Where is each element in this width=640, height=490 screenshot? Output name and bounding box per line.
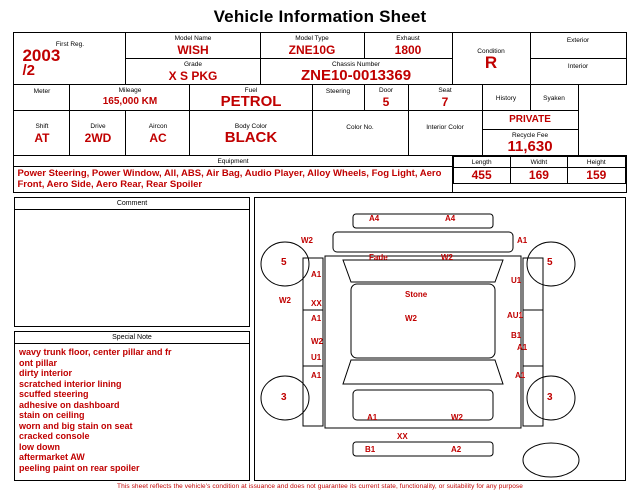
private-value: PRIVATE (483, 111, 578, 130)
chassis-number-value: ZNE10-0013369 (300, 67, 412, 84)
diagram-mark: A2 (451, 445, 462, 454)
first-reg-label: First Reg. (55, 40, 85, 48)
diagram-mark: A1 (311, 314, 322, 323)
list-item: wavy trunk floor, center pillar and fr (19, 347, 172, 357)
diagram-mark: Stone (405, 290, 428, 299)
exhaust-value: 1800 (394, 43, 422, 57)
mileage-label: Mileage (118, 87, 142, 94)
lower-section (14, 197, 626, 481)
diagram-mark: A1 (515, 371, 526, 380)
steering-label: Steering (325, 88, 351, 95)
grade-value: X S PKG (168, 69, 218, 83)
comment-text (15, 210, 249, 310)
list-item: scuffed steering (19, 389, 89, 399)
interior-color-label: Interior Color (426, 123, 464, 131)
diagram-mark: A1 (367, 413, 378, 422)
exhaust-cell (364, 33, 452, 59)
diagram-mark: W2 (311, 337, 323, 346)
interior-cell (530, 59, 626, 85)
length-label: Length (471, 159, 492, 166)
diagram-mark: 5 (547, 257, 553, 268)
dimensions-cell (452, 156, 626, 193)
diagram-mark: A1 (517, 343, 528, 352)
list-item: aftermarket AW (19, 452, 85, 462)
equipment-label: Equipment (14, 156, 451, 167)
model-name-label: Model Name (174, 35, 212, 42)
chassis-number-label: Chassis Number (331, 61, 381, 68)
interior-value (531, 71, 626, 82)
diagram-mark: XX (311, 299, 322, 308)
interior-label: Interior (567, 63, 589, 70)
exterior-cell (530, 33, 626, 59)
diagram-mark: W2 (279, 296, 291, 305)
recycle-fee-value: 11,630 (507, 138, 553, 155)
drive-value: 2WD (84, 130, 112, 145)
grade-cell (126, 59, 260, 85)
diagram-mark: U1 (311, 353, 322, 362)
body-color-cell (190, 111, 312, 156)
diagram-mark: 3 (547, 392, 553, 403)
history-label: History (495, 94, 517, 102)
list-item: dirty interior (19, 368, 73, 378)
shift-label: Shift (35, 122, 49, 130)
table-row (14, 33, 626, 59)
diagram-mark: W2 (405, 314, 417, 323)
spec-table (13, 32, 626, 193)
seat-value: 7 (441, 95, 449, 109)
list-item: low down (19, 441, 60, 452)
chassis-number-cell (260, 59, 452, 85)
diagram-mark: A1 (311, 270, 322, 279)
body-color-value: BLACK (224, 128, 278, 146)
list-item: adhesive on dashboard (19, 399, 120, 410)
page-title: Vehicle Information Sheet (213, 7, 427, 26)
syaken-label: Syaken (543, 94, 565, 102)
list-item: stain on ceiling (19, 410, 85, 420)
meter-value (14, 96, 69, 109)
door-label: Door (378, 87, 394, 94)
interior-color-value (409, 132, 482, 145)
footer-disclaimer: This sheet reflects the vehicle's condition at issuance and does not guarantee its current state, functionality, or suitability for any purpose (117, 483, 523, 490)
list-item: worn and big stain on seat (19, 420, 133, 431)
exhaust-label: Exhaust (396, 35, 420, 42)
condition-label: Condition (477, 48, 505, 55)
history-cell (482, 85, 530, 111)
grade-label: Grade (183, 61, 203, 68)
exterior-value (531, 45, 626, 56)
aircon-cell (126, 111, 190, 156)
fuel-label: Fuel (244, 87, 258, 94)
exterior-label: Exterior (566, 37, 590, 44)
diagram-mark: Fade (369, 253, 388, 262)
table-row (14, 156, 626, 193)
steering-value (313, 96, 364, 109)
fuel-value: PETROL (220, 93, 282, 110)
diagram-mark: A4 (445, 214, 456, 223)
left-column (14, 197, 250, 481)
model-type-cell (260, 33, 364, 59)
mileage-value: 165,000 KM (102, 96, 158, 107)
list-item: ont pillar (19, 357, 57, 368)
height-value: 159 (586, 168, 607, 182)
model-name-value: WISH (177, 43, 209, 57)
diagram-mark: W2 (451, 413, 463, 422)
steering-cell (312, 85, 364, 111)
comment-header: Comment (15, 198, 249, 210)
condition-value: R (484, 53, 498, 72)
seat-cell (408, 85, 482, 111)
shift-cell (14, 111, 70, 156)
comment-box (14, 197, 250, 327)
diagram-mark: A1 (311, 371, 322, 380)
drive-cell (70, 111, 126, 156)
special-note-box (14, 331, 250, 481)
meter-cell (14, 85, 70, 111)
color-no-cell (312, 111, 408, 156)
length-value: 455 (471, 168, 492, 182)
list-item: cracked console (19, 431, 90, 441)
meter-label: Meter (33, 88, 51, 95)
mileage-cell (70, 85, 190, 111)
equipment-value: Power Steering, Power Window, All, ABS, Air Bag, Audio Player, Alloy Wheels, Fog Light, Aero Front, Aero Side, Aero Rear, Rear Spoiler (17, 168, 442, 190)
interior-color-cell (408, 111, 482, 156)
diagram-mark: B1 (365, 445, 376, 454)
diagram-mark: AU1 (507, 311, 524, 320)
condition-cell (452, 33, 530, 85)
table-row (14, 111, 626, 156)
first-reg-month: /2 (22, 61, 35, 79)
shift-value: AT (34, 130, 50, 145)
seat-label: Seat (438, 87, 452, 94)
door-cell (364, 85, 408, 111)
width-label: Widht (530, 159, 548, 166)
vehicle-diagram (254, 197, 626, 481)
aircon-value: AC (149, 130, 167, 145)
equipment-cell (14, 156, 452, 193)
first-reg-year: 2003 (22, 45, 61, 65)
height-label: Height (586, 159, 606, 166)
width-value: 169 (528, 168, 549, 182)
door-value: 5 (382, 95, 390, 109)
diagram-mark: XX (397, 432, 408, 441)
special-note-header: Special Note (15, 332, 249, 344)
diagram-mark: A1 (517, 236, 528, 245)
aircon-label: Aircon (148, 122, 168, 130)
color-no-value (313, 132, 408, 145)
diagram-mark: A4 (369, 214, 380, 223)
syaken-cell (530, 85, 578, 111)
color-no-label: Color No. (346, 123, 374, 131)
list-item: peeling paint on rear spoiler (19, 462, 140, 473)
diagram-mark: W2 (301, 236, 313, 245)
diagram-mark: 5 (281, 257, 287, 268)
model-name-cell (126, 33, 260, 59)
fuel-cell (190, 85, 312, 111)
private-syaken-cell (482, 111, 578, 156)
model-type-label: Model Type (295, 35, 329, 42)
recycle-fee-label: Recycle Fee (511, 132, 549, 139)
table-row (14, 85, 626, 111)
diagram-mark: U1 (511, 276, 522, 285)
drive-label: Drive (90, 122, 106, 130)
diagram-mark: W2 (441, 253, 453, 262)
list-item: scratched interior lining (19, 378, 122, 389)
first-reg-cell (14, 33, 126, 85)
special-note-list (15, 344, 249, 476)
model-type-value: ZNE10G (288, 43, 336, 57)
diagram-mark: 3 (281, 392, 287, 403)
body-color-label: Body Color (234, 122, 268, 130)
diagram-mark: B1 (511, 331, 522, 340)
